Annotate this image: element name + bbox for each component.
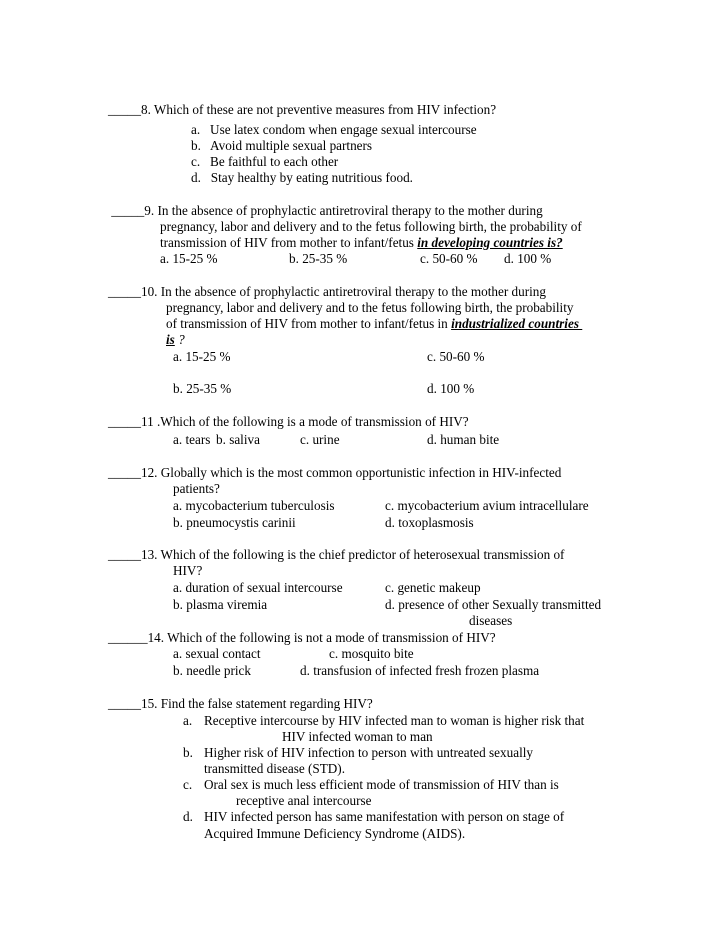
- question-9-stem-line-1: _____9. In the absence of prophylactic antiretroviral therapy to the mother during: [108, 203, 543, 218]
- question-13-option-c: c. genetic makeup: [385, 580, 481, 595]
- question-13-stem-line-2: HIV?: [173, 563, 203, 578]
- question-9-option-d: d. 100 %: [504, 251, 552, 266]
- question-10-stem-line-2: pregnancy, labor and delivery and to the fetus following birth, the probability: [166, 300, 574, 315]
- question-10-stem-line-3: of transmission of HIV from mother to infant/fetus in industrialized countries: [166, 316, 583, 331]
- question-8-stem: _____8. Which of these are not preventive measures from HIV infection?: [108, 102, 497, 117]
- question-11-option-a: a. tears: [173, 432, 211, 447]
- question-12-stem-line-1: _____12. Globally which is the most common opportunistic infection in HIV-infected: [108, 465, 562, 480]
- question-9-emphasis: in developing countries is?: [417, 235, 563, 250]
- question-15-option-a-letter: a.: [183, 713, 193, 728]
- question-15-option-d-continued: Acquired Immune Deficiency Syndrome (AIDS).: [204, 826, 466, 841]
- question-15-option-b: Higher risk of HIV infection to person with untreated sexually: [204, 745, 533, 760]
- question-13-option-d-continued: diseases: [469, 613, 513, 628]
- question-11-option-c: c. urine: [300, 432, 340, 447]
- question-14-stem: ______14. Which of the following is not a mode of transmission of HIV?: [108, 630, 496, 645]
- question-10-option-c: c. 50-60 %: [427, 349, 485, 364]
- question-9-stem-line-2: pregnancy, labor and delivery and to the fetus following birth, the probability of: [160, 219, 582, 234]
- question-14-option-d: d. transfusion of infected fresh frozen plasma: [300, 663, 540, 678]
- question-9-stem-line-3: transmission of HIV from mother to infant/fetus in developing countries is?: [160, 235, 563, 250]
- question-15-option-a: Receptive intercourse by HIV infected man to woman is higher risk that: [204, 713, 585, 728]
- question-13-option-b: b. plasma viremia: [173, 597, 268, 612]
- question-12-option-a: a. mycobacterium tuberculosis: [173, 498, 335, 513]
- question-15-option-d: HIV infected person has same manifestation with person on stage of: [204, 809, 565, 824]
- question-11-option-b: b. saliva: [216, 432, 260, 447]
- question-10-emphasis-end: is: [166, 332, 175, 347]
- question-12-stem-line-2: patients?: [173, 481, 220, 496]
- question-12-option-d: d. toxoplasmosis: [385, 515, 474, 530]
- question-15-option-c-letter: c.: [183, 777, 193, 792]
- question-9-option-b: b. 25-35 %: [289, 251, 348, 266]
- question-15-option-d-letter: d.: [183, 809, 193, 824]
- question-8-option-d: d. Stay healthy by eating nutritious food.: [191, 170, 413, 185]
- question-9-option-c: c. 50-60 %: [420, 251, 478, 266]
- question-14-option-a: a. sexual contact: [173, 646, 261, 661]
- question-8-option-b: b. Avoid multiple sexual partners: [191, 138, 373, 153]
- question-11-option-d: d. human bite: [427, 432, 500, 447]
- question-15-option-a-continued: HIV infected woman to man: [282, 729, 433, 744]
- question-9-option-a: a. 15-25 %: [160, 251, 218, 266]
- question-10-emphasis: industrialized countries: [451, 316, 583, 331]
- question-10-option-b: b. 25-35 %: [173, 381, 232, 396]
- question-15-option-b-continued: transmitted disease (STD).: [204, 761, 345, 776]
- question-15-option-c: Oral sex is much less efficient mode of transmission of HIV than is: [204, 777, 559, 792]
- question-10-option-a: a. 15-25 %: [173, 349, 231, 364]
- question-8-option-c: c. Be faithful to each other: [191, 154, 339, 169]
- question-15-option-b-letter: b.: [183, 745, 193, 760]
- question-15-stem: _____15. Find the false statement regarding HIV?: [108, 696, 373, 711]
- question-11-stem: _____11 .Which of the following is a mode of transmission of HIV?: [108, 414, 469, 429]
- question-13-stem-line-1: _____13. Which of the following is the chief predictor of heterosexual transmission of: [108, 547, 565, 562]
- question-10-stem-line-1: _____10. In the absence of prophylactic antiretroviral therapy to the mother during: [108, 284, 546, 299]
- question-15-option-c-continued: receptive anal intercourse: [236, 793, 372, 808]
- question-13-option-d: d. presence of other Sexually transmitted: [385, 597, 602, 612]
- question-10-stem-line-4: is ?: [166, 332, 185, 347]
- question-12-option-c: c. mycobacterium avium intracellulare: [385, 498, 589, 513]
- question-12-option-b: b. pneumocystis carinii: [173, 515, 296, 530]
- question-10-option-d: d. 100 %: [427, 381, 475, 396]
- question-14-option-b: b. needle prick: [173, 663, 251, 678]
- question-8-option-a: a. Use latex condom when engage sexual intercourse: [191, 122, 477, 137]
- question-13-option-a: a. duration of sexual intercourse: [173, 580, 343, 595]
- question-14-option-c: c. mosquito bite: [329, 646, 414, 661]
